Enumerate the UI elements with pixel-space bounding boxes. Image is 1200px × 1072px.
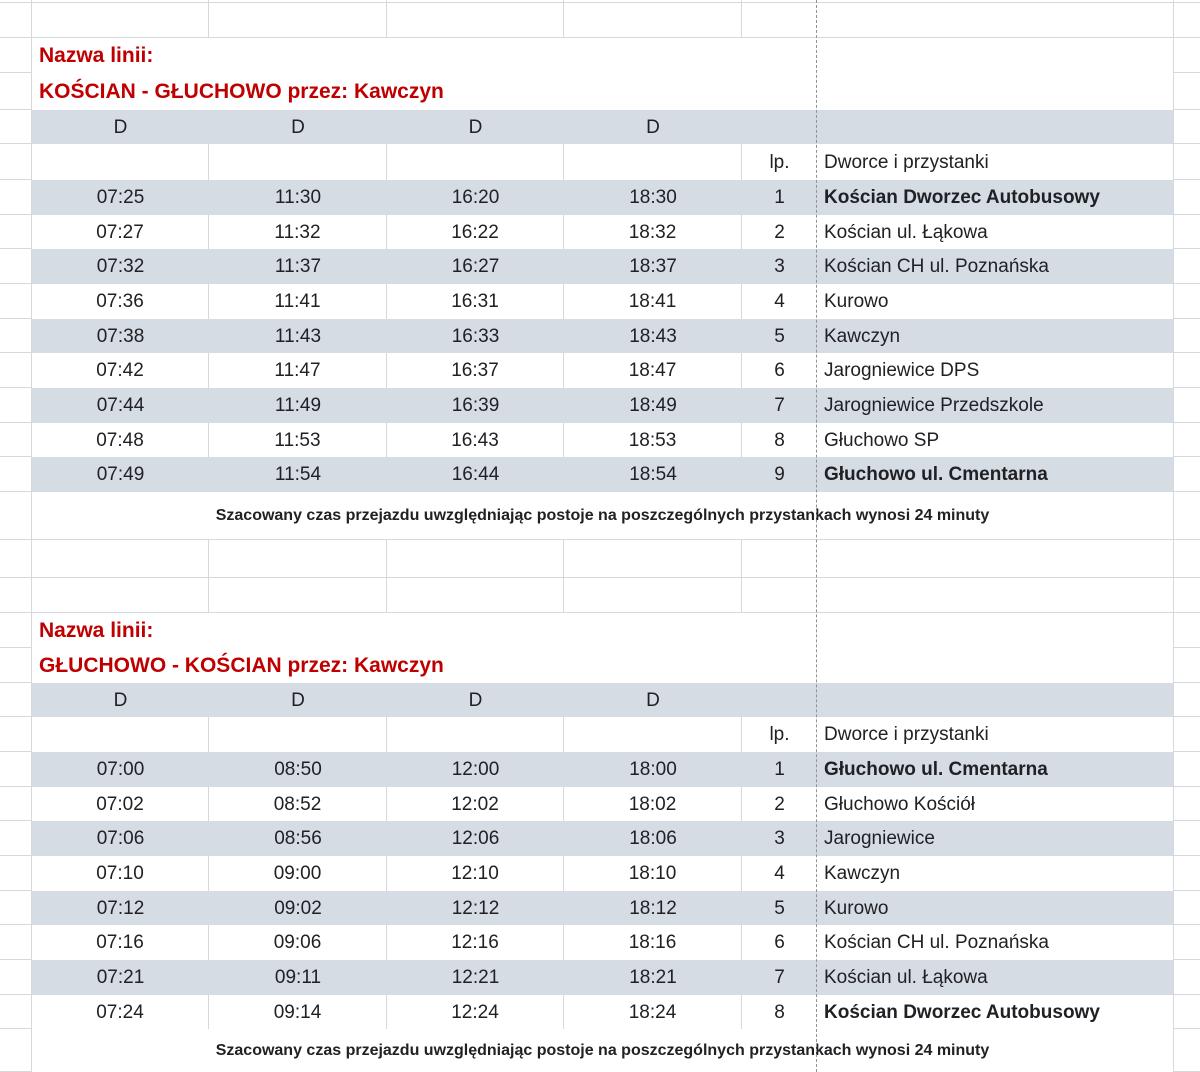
grid-cell[interactable]	[1173, 249, 1200, 284]
departure-time-cell[interactable]: 12:24	[387, 995, 564, 1029]
departure-time-cell[interactable]: 18:06	[564, 821, 742, 856]
departure-time-cell[interactable]: 16:27	[387, 249, 564, 284]
departure-time-cell[interactable]: 07:27	[32, 215, 209, 249]
stop-number-cell[interactable]: 5	[742, 891, 817, 925]
grid-cell[interactable]	[1173, 388, 1200, 423]
sheet-row	[0, 3, 1200, 38]
departure-time-cell[interactable]: 08:52	[209, 787, 387, 821]
sheet-row	[0, 683, 1200, 717]
departure-time-cell[interactable]: 08:56	[209, 821, 387, 856]
departure-time-cell[interactable]: 07:49	[32, 457, 209, 492]
departure-time-cell[interactable]: 18:21	[564, 960, 742, 995]
grid-cell[interactable]	[1173, 613, 1200, 648]
grid-cell[interactable]	[0, 960, 32, 995]
grid-cell[interactable]	[0, 284, 32, 319]
departure-time-cell[interactable]: 07:00	[32, 752, 209, 787]
day-code-header-spacer[interactable]	[817, 110, 1173, 144]
stop-number-cell[interactable]: 7	[742, 960, 817, 995]
departure-time-cell[interactable]: 09:06	[209, 925, 387, 960]
departure-time-cell[interactable]: 11:54	[209, 457, 387, 492]
stop-number-cell[interactable]: 6	[774, 932, 785, 953]
departure-time-cell[interactable]: 18:53	[564, 423, 742, 457]
departure-time-cell[interactable]: 18:47	[564, 353, 742, 388]
grid-cell[interactable]	[742, 3, 817, 38]
departure-time-cell[interactable]: 18:30	[564, 180, 742, 215]
grid-cell[interactable]	[32, 144, 209, 180]
grid-cell[interactable]	[0, 787, 32, 821]
grid-cell[interactable]	[1173, 648, 1200, 683]
departure-time-cell[interactable]: 18:43	[564, 319, 742, 353]
stop-number-cell[interactable]: 8	[774, 1001, 785, 1023]
lp-column-header[interactable]: lp.	[769, 151, 790, 173]
grid-cell[interactable]	[564, 3, 742, 38]
grid-cell[interactable]	[0, 856, 32, 891]
grid-cell[interactable]	[209, 3, 387, 38]
departure-time-cell[interactable]: 11:53	[209, 423, 387, 457]
grid-cell[interactable]	[0, 925, 32, 960]
departure-time-cell[interactable]: 09:11	[209, 960, 387, 995]
stop-number-cell[interactable]: 6	[774, 360, 785, 381]
stop-name-cell[interactable]: Kościan Dworzec Autobusowy	[824, 1001, 1100, 1023]
sheet-row	[0, 38, 1200, 73]
lp-column-header[interactable]: lp.	[769, 724, 790, 745]
stop-number-cell[interactable]: 2	[774, 793, 785, 815]
grid-cell[interactable]	[1173, 1029, 1200, 1072]
stop-number-cell[interactable]: 9	[742, 457, 817, 492]
grid-cell[interactable]	[0, 613, 32, 648]
line-title[interactable]: KOŚCIAN - GŁUCHOWO przez: Kawczyn	[39, 80, 444, 103]
grid-cell[interactable]	[32, 540, 209, 578]
grid-cell[interactable]	[1173, 353, 1200, 388]
departure-time-cell[interactable]: 12:00	[387, 752, 564, 787]
grid-cell[interactable]	[209, 717, 387, 752]
stop-name-cell[interactable]: Kawczyn	[824, 863, 901, 884]
stop-name-cell[interactable]: Kościan CH ul. Poznańska	[817, 249, 1173, 284]
grid-cell[interactable]	[0, 73, 32, 110]
grid-cell[interactable]	[32, 717, 209, 752]
grid-cell[interactable]	[0, 319, 32, 353]
stop-name-cell[interactable]: Kościan CH ul. Poznańska	[824, 932, 1049, 953]
day-code-header-spacer[interactable]	[742, 110, 817, 144]
stop-number-cell[interactable]: 4	[774, 863, 785, 884]
departure-time-cell[interactable]: 12:16	[387, 925, 564, 960]
grid-cell[interactable]	[0, 578, 32, 613]
grid-cell[interactable]	[32, 578, 209, 613]
grid-cell[interactable]	[564, 578, 742, 613]
stops-column-header[interactable]: Dworce i przystanki	[824, 151, 989, 173]
grid-cell[interactable]	[0, 717, 32, 752]
stop-number-cell[interactable]: 1	[742, 180, 817, 215]
sheet-row	[0, 856, 1200, 891]
grid-cell[interactable]	[1173, 284, 1200, 319]
departure-time-cell[interactable]: 07:21	[32, 960, 209, 995]
grid-cell[interactable]	[0, 423, 32, 457]
grid-cell[interactable]	[1173, 423, 1200, 457]
stop-number-cell[interactable]: 7	[742, 388, 817, 423]
grid-cell[interactable]	[817, 578, 1173, 613]
departure-time-cell[interactable]: 18:49	[564, 388, 742, 423]
travel-time-note: Szacowany czas przejazdu uwzględniając postoje na poszczególnych przystankach wynosi 24 minuty	[215, 1041, 990, 1059]
departure-time-cell[interactable]: 18:24	[564, 995, 742, 1029]
grid-cell[interactable]	[387, 540, 564, 578]
sheet-row	[0, 648, 1200, 683]
sheet-row	[0, 995, 1200, 1029]
grid-cell[interactable]	[387, 717, 564, 752]
sheet-row	[0, 215, 1200, 249]
departure-time-cell[interactable]: 07:16	[32, 925, 209, 960]
grid-cell[interactable]	[1173, 995, 1200, 1029]
grid-cell[interactable]	[0, 110, 32, 144]
departure-time-cell[interactable]: 18:12	[564, 891, 742, 925]
departure-time-cell[interactable]: 18:54	[564, 457, 742, 492]
departure-time-cell[interactable]: 07:44	[32, 388, 209, 423]
departure-time-cell[interactable]: 08:50	[209, 752, 387, 787]
departure-time-cell[interactable]: 16:33	[387, 319, 564, 353]
line-name-label[interactable]: Nazwa linii:	[39, 619, 154, 642]
grid-cell[interactable]	[387, 3, 564, 38]
grid-cell[interactable]	[1173, 38, 1200, 73]
departure-time-cell[interactable]: 16:37	[387, 353, 564, 388]
sheet-row	[0, 110, 1200, 144]
departure-time-cell[interactable]: 07:25	[32, 180, 209, 215]
line-title[interactable]: GŁUCHOWO - KOŚCIAN przez: Kawczyn	[39, 654, 444, 677]
stop-name-cell[interactable]: Kościan ul. Łąkowa	[817, 960, 1173, 995]
sheet-row	[0, 457, 1200, 492]
stop-name-cell[interactable]: Kościan Dworzec Autobusowy	[817, 180, 1173, 215]
grid-cell[interactable]	[1173, 717, 1200, 752]
day-code-header[interactable]: D	[209, 110, 387, 144]
departure-time-cell[interactable]: 18:16	[564, 925, 742, 960]
stops-column-header[interactable]: Dworce i przystanki	[824, 724, 989, 745]
sheet-row	[0, 717, 1200, 752]
grid-cell[interactable]	[1173, 856, 1200, 891]
grid-cell[interactable]	[0, 891, 32, 925]
departure-time-cell[interactable]: 18:37	[564, 249, 742, 284]
departure-time-cell[interactable]: 07:36	[32, 284, 209, 319]
grid-cell[interactable]	[0, 388, 32, 423]
sheet-row	[0, 180, 1200, 215]
departure-time-cell[interactable]: 11:41	[209, 284, 387, 319]
sheet-row	[0, 73, 1200, 110]
grid-cell[interactable]	[0, 492, 32, 540]
day-code-header-spacer[interactable]	[817, 683, 1173, 717]
grid-cell[interactable]	[1173, 960, 1200, 995]
departure-time-cell[interactable]: 16:22	[387, 215, 564, 249]
sheet-row	[0, 578, 1200, 613]
grid-cell[interactable]	[1173, 683, 1200, 717]
day-code-header[interactable]: D	[564, 683, 742, 717]
grid-cell[interactable]	[564, 144, 742, 180]
line-name-label[interactable]: Nazwa linii:	[39, 44, 154, 67]
sheet-row	[0, 540, 1200, 578]
travel-time-note: Szacowany czas przejazdu uwzględniając postoje na poszczególnych przystankach wynosi 24 minuty	[32, 492, 1173, 540]
departure-time-cell[interactable]: 11:32	[209, 215, 387, 249]
sheet-row	[0, 613, 1200, 648]
grid-cell[interactable]	[1173, 492, 1200, 540]
grid-cell[interactable]	[0, 457, 32, 492]
departure-time-cell[interactable]: 18:32	[564, 215, 742, 249]
departure-time-cell[interactable]: 18:10	[564, 856, 742, 891]
departure-time-cell[interactable]: 07:06	[32, 821, 209, 856]
grid-cell[interactable]	[0, 683, 32, 717]
stop-number-cell[interactable]: 1	[742, 752, 817, 787]
grid-cell[interactable]	[209, 144, 387, 180]
day-code-header[interactable]: D	[32, 683, 209, 717]
grid-cell[interactable]	[0, 3, 32, 38]
grid-cell[interactable]	[1173, 891, 1200, 925]
grid-cell[interactable]	[1173, 578, 1200, 613]
departure-time-cell[interactable]: 09:00	[209, 856, 387, 891]
departure-time-cell[interactable]: 12:10	[387, 856, 564, 891]
grid-cell[interactable]	[742, 540, 817, 578]
grid-cell[interactable]	[1173, 180, 1200, 215]
grid-cell[interactable]	[0, 648, 32, 683]
day-code-header[interactable]: D	[387, 110, 564, 144]
grid-cell[interactable]	[209, 540, 387, 578]
departure-time-cell[interactable]: 11:30	[209, 180, 387, 215]
day-code-header[interactable]: D	[209, 683, 387, 717]
grid-cell[interactable]	[564, 717, 742, 752]
stop-number-cell[interactable]: 3	[742, 821, 817, 856]
grid-cell[interactable]	[387, 578, 564, 613]
sheet-row	[0, 353, 1200, 388]
grid-cell[interactable]	[387, 144, 564, 180]
day-code-header-spacer[interactable]	[742, 683, 817, 717]
grid-cell[interactable]	[0, 180, 32, 215]
grid-cell[interactable]	[1173, 144, 1200, 180]
stop-number-cell[interactable]: 5	[742, 319, 817, 353]
departure-time-cell[interactable]: 07:12	[32, 891, 209, 925]
departure-time-cell[interactable]: 16:31	[387, 284, 564, 319]
grid-cell[interactable]	[1173, 3, 1200, 38]
departure-time-cell[interactable]: 07:10	[32, 856, 209, 891]
sheet-row	[0, 821, 1200, 856]
grid-cell[interactable]	[0, 540, 32, 578]
stop-name-cell[interactable]: Głuchowo ul. Cmentarna	[817, 457, 1173, 492]
grid-cell[interactable]	[0, 38, 32, 73]
grid-cell[interactable]	[0, 752, 32, 787]
departure-time-cell[interactable]: 16:43	[387, 423, 564, 457]
departure-time-cell[interactable]: 09:02	[209, 891, 387, 925]
departure-time-cell[interactable]: 07:38	[32, 319, 209, 353]
grid-cell[interactable]	[1173, 110, 1200, 144]
grid-cell[interactable]	[1173, 215, 1200, 249]
sheet-row	[0, 752, 1200, 787]
stop-name-cell[interactable]: Jarogniewice Przedszkole	[817, 388, 1173, 423]
departure-time-cell[interactable]: 12:02	[387, 787, 564, 821]
grid-cell[interactable]	[1173, 319, 1200, 353]
departure-time-cell[interactable]: 16:44	[387, 457, 564, 492]
stop-name-cell[interactable]: Kurowo	[824, 291, 889, 312]
sheet-row	[0, 144, 1200, 180]
grid-cell[interactable]	[564, 540, 742, 578]
departure-time-cell[interactable]: 11:37	[209, 249, 387, 284]
grid-cell[interactable]	[0, 995, 32, 1029]
departure-time-cell[interactable]: 16:20	[387, 180, 564, 215]
grid-cell[interactable]	[1173, 540, 1200, 578]
sheet-row	[0, 925, 1200, 960]
sheet-row	[0, 891, 1200, 925]
grid-cell[interactable]	[1173, 787, 1200, 821]
grid-cell[interactable]	[0, 1029, 32, 1072]
sheet-row	[0, 423, 1200, 457]
day-code-header[interactable]: D	[564, 110, 742, 144]
departure-time-cell[interactable]: 07:42	[32, 353, 209, 388]
sheet-row	[0, 787, 1200, 821]
departure-time-cell[interactable]: 11:43	[209, 319, 387, 353]
departure-time-cell[interactable]: 12:21	[387, 960, 564, 995]
sheet-row	[0, 1029, 1200, 1072]
stop-number-cell[interactable]: 8	[774, 429, 785, 451]
grid-cell[interactable]	[817, 3, 1173, 38]
stop-name-cell[interactable]: Głuchowo ul. Cmentarna	[817, 752, 1173, 787]
grid-cell[interactable]	[1173, 925, 1200, 960]
departure-time-cell[interactable]: 11:47	[209, 353, 387, 388]
day-code-header[interactable]: D	[387, 683, 564, 717]
departure-time-cell[interactable]: 07:02	[32, 787, 209, 821]
departure-time-cell[interactable]: 12:12	[387, 891, 564, 925]
day-code-header[interactable]: D	[32, 110, 209, 144]
departure-time-cell[interactable]: 12:06	[387, 821, 564, 856]
departure-time-cell[interactable]: 07:48	[32, 423, 209, 457]
grid-cell[interactable]	[1173, 457, 1200, 492]
stop-number-cell[interactable]: 3	[742, 249, 817, 284]
sheet-row	[0, 249, 1200, 284]
stop-name-cell[interactable]: Jarogniewice	[817, 821, 1173, 856]
stop-name-cell[interactable]: Głuchowo SP	[824, 429, 940, 451]
sheet-row	[0, 388, 1200, 423]
grid-cell[interactable]	[742, 578, 817, 613]
grid-cell[interactable]	[0, 144, 32, 180]
grid-cell[interactable]	[1173, 752, 1200, 787]
sheet-row	[0, 284, 1200, 319]
grid-cell[interactable]	[209, 578, 387, 613]
stop-name-cell[interactable]: Głuchowo Kościół	[824, 793, 976, 815]
stop-number-cell[interactable]: 4	[774, 291, 785, 312]
departure-time-cell[interactable]: 16:39	[387, 388, 564, 423]
departure-time-cell[interactable]: 07:24	[32, 995, 209, 1029]
stop-name-cell[interactable]: Jarogniewice DPS	[824, 360, 980, 381]
grid-cell[interactable]	[0, 215, 32, 249]
grid-cell[interactable]	[0, 821, 32, 856]
page-break-dashed-line	[816, 0, 817, 1072]
stop-name-cell[interactable]: Kościan ul. Łąkowa	[824, 221, 988, 243]
grid-cell[interactable]	[1173, 73, 1200, 110]
grid-cell[interactable]	[1173, 821, 1200, 856]
sheet-row	[0, 960, 1200, 995]
grid-cell[interactable]	[0, 353, 32, 388]
departure-time-cell[interactable]: 18:41	[564, 284, 742, 319]
grid-cell[interactable]	[0, 249, 32, 284]
departure-time-cell[interactable]: 11:49	[209, 388, 387, 423]
grid-cell[interactable]	[817, 540, 1173, 578]
sheet-row	[0, 492, 1200, 540]
departure-time-cell[interactable]: 09:14	[209, 995, 387, 1029]
stop-number-cell[interactable]: 2	[774, 221, 785, 243]
stop-name-cell[interactable]: Kurowo	[817, 891, 1173, 925]
departure-time-cell[interactable]: 18:02	[564, 787, 742, 821]
departure-time-cell[interactable]: 18:00	[564, 752, 742, 787]
departure-time-cell[interactable]: 07:32	[32, 249, 209, 284]
stop-name-cell[interactable]: Kawczyn	[817, 319, 1173, 353]
sheet-row	[0, 319, 1200, 353]
grid-cell[interactable]	[32, 3, 209, 38]
